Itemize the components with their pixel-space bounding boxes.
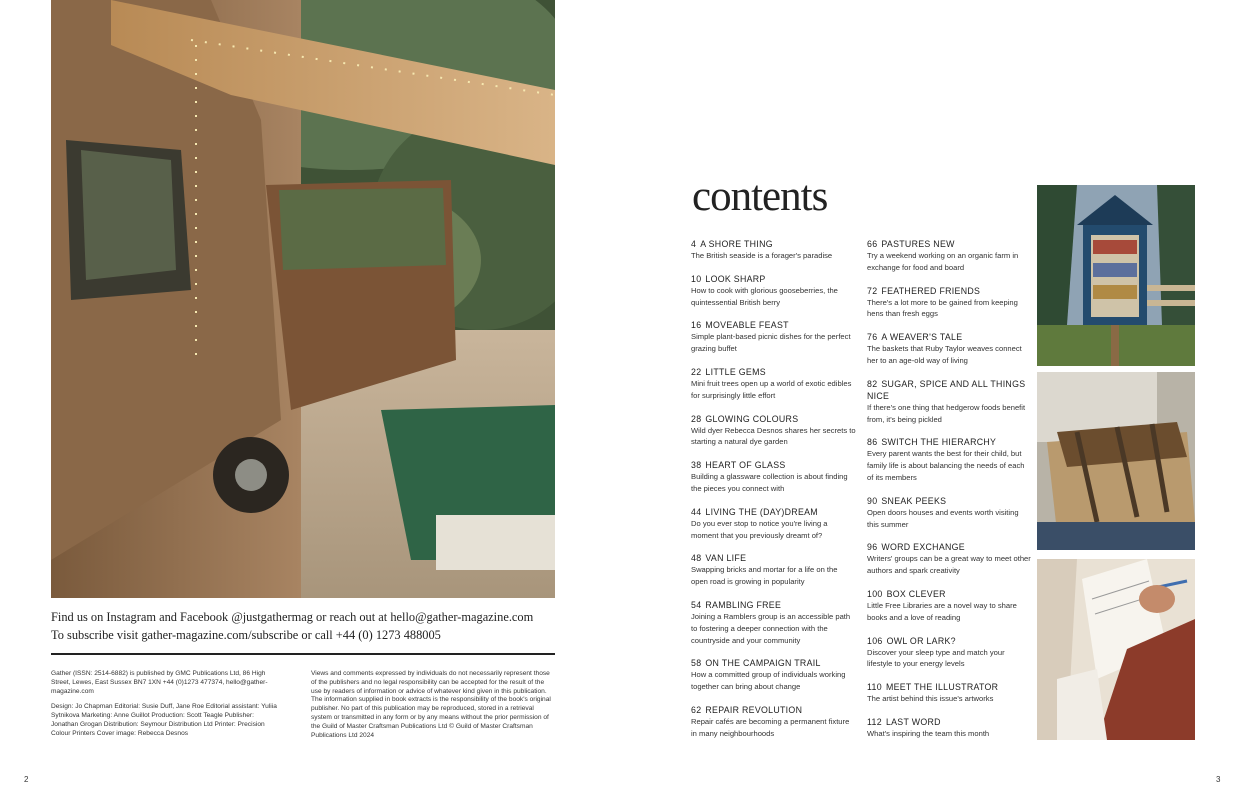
entry-title: OWL OR LARK? bbox=[886, 635, 956, 646]
entry-title: LAST WORD bbox=[885, 716, 941, 727]
entry-page-number: 48 bbox=[691, 553, 702, 564]
entry-page-number: 54 bbox=[691, 599, 702, 610]
entry-page-number: 82 bbox=[867, 378, 878, 389]
contents-entry bbox=[691, 459, 856, 495]
van-camping-photo bbox=[51, 0, 555, 598]
entry-title: REPAIR REVOLUTION bbox=[705, 704, 803, 715]
disclaimer-text: Views and comments expressed by individuals do not necessarily represent those of the publishers and no legal responsibility can be accepted for the result of the use by readers of information or advice of whatever kind given in this publication. The information supplied in book extracts is the responsibility of the book's original publisher. No part of this publication may be reproduced, stored in a retrieval system or transmitted in any form or by any means without the prior permission of the Guild of Master Craftsman Publications Ltd © Guild of Master Craftsman Publications Ltd 2024 bbox=[311, 670, 551, 739]
entry-description: How to cook with glorious gooseberries, the quintessential British berry bbox=[691, 285, 838, 307]
contents-entry bbox=[691, 599, 856, 646]
entry-title: BOX CLEVER bbox=[886, 588, 946, 599]
contents-entry bbox=[867, 716, 1032, 740]
contents-column-right bbox=[867, 238, 1032, 751]
entry-page-number: 10 bbox=[691, 273, 702, 284]
entry-title: LOOK SHARP bbox=[705, 273, 766, 284]
entry-heading bbox=[867, 588, 1032, 600]
entry-description: Do you ever stop to notice you're living a moment that you previously dreamt of? bbox=[691, 518, 828, 540]
contents-entry bbox=[691, 657, 856, 693]
staff-credits: Design: Jo Chapman Editorial: Susie Duff, Jane Roe Editorial assistant: Yuliia Sytnikova Marketing: Anne Guillot Production: Scott Teagle Publisher: Jonathan Grogan Distribution: Seymour Distribution Ltd Printer: Precision Colour Printers Cover image: Rebecca Desnos bbox=[51, 703, 277, 737]
entry-heading bbox=[691, 273, 856, 285]
contents-entry bbox=[691, 273, 856, 309]
contents-entry bbox=[867, 588, 1032, 624]
entry-description: What's inspiring the team this month bbox=[867, 728, 990, 738]
entry-title: LIVING THE (DAY)DREAM bbox=[705, 506, 818, 517]
entry-description: There's a lot more to be gained from keeping hens than fresh eggs bbox=[867, 297, 1018, 319]
entry-description: The baskets that Ruby Taylor weaves connect her to an age-old way of living bbox=[867, 344, 1022, 365]
entry-heading bbox=[691, 319, 856, 331]
entry-title: WORD EXCHANGE bbox=[881, 542, 965, 553]
contents-entry bbox=[867, 635, 1032, 671]
publisher-info: Gather (ISSN: 2514-6882) is published by GMC Publications Ltd, 86 High Street, Lewes, East Sussex BN7 1XN +44 (0)1273 477374, hello@gather-magazine.com bbox=[51, 670, 268, 695]
entry-page-number: 62 bbox=[691, 704, 702, 715]
entry-heading bbox=[691, 506, 856, 518]
entry-page-number: 90 bbox=[867, 495, 878, 506]
contents-entry bbox=[867, 495, 1032, 531]
little-free-library-photo bbox=[1037, 185, 1195, 366]
entry-description: Every parent wants the best for their child, but family life is about balancing the needs of each of its members bbox=[867, 449, 1025, 482]
contents-entry bbox=[691, 319, 856, 355]
entry-description: Joining a Ramblers group is an accessible path to fostering a deeper connection with the countryside and your community bbox=[691, 611, 851, 645]
entry-heading bbox=[867, 635, 1032, 647]
entry-page-number: 100 bbox=[867, 588, 883, 599]
entry-heading bbox=[691, 238, 856, 250]
contents-entry bbox=[867, 541, 1032, 577]
entry-title: ON THE CAMPAIGN TRAIL bbox=[705, 658, 821, 669]
entry-description: How a committed group of individuals working together can bring about change bbox=[691, 670, 846, 692]
contents-entry bbox=[691, 704, 856, 740]
contents-entry bbox=[691, 552, 856, 588]
contents-entry bbox=[867, 238, 1032, 274]
entry-title: PASTURES NEW bbox=[881, 239, 955, 249]
entry-heading bbox=[867, 716, 1032, 728]
subscribe-line: To subscribe visit gather-magazine.com/subscribe or call +44 (0) 1273 488005 bbox=[51, 628, 441, 642]
disclaimer-column bbox=[311, 670, 556, 747]
contents-entry bbox=[867, 378, 1032, 426]
entry-heading bbox=[691, 413, 856, 425]
entry-page-number: 44 bbox=[691, 506, 702, 517]
entry-page-number: 72 bbox=[867, 285, 878, 296]
entry-page-number: 106 bbox=[867, 635, 883, 646]
entry-description: Open doors houses and events worth visiting this summer bbox=[867, 507, 1019, 529]
contents-entry bbox=[691, 238, 856, 262]
entry-description: Little Free Libraries are a novel way to share books and a love of reading bbox=[867, 600, 1017, 622]
entry-title: GLOWING COLOURS bbox=[705, 413, 799, 424]
entry-description: Building a glassware collection is about finding the pieces you connect with bbox=[691, 472, 848, 493]
entry-heading bbox=[691, 552, 856, 564]
entry-title: A SHORE THING bbox=[700, 239, 773, 249]
contents-entry bbox=[691, 366, 856, 402]
entry-page-number: 110 bbox=[867, 682, 882, 693]
divider-rule bbox=[51, 653, 555, 655]
entry-page-number: 16 bbox=[691, 320, 702, 331]
page-number-left: 2 bbox=[24, 775, 29, 784]
publisher-info-column bbox=[51, 670, 281, 746]
entry-heading bbox=[691, 459, 856, 471]
entry-heading bbox=[867, 378, 1032, 402]
entry-description: The artist behind this issue's artworks bbox=[867, 694, 994, 704]
contents-entry bbox=[867, 436, 1032, 483]
entry-page-number: 76 bbox=[867, 332, 878, 343]
page-number-right: 3 bbox=[1216, 775, 1221, 784]
entry-description: Mini fruit trees open up a world of exotic edibles for surprisingly little effort bbox=[691, 378, 852, 400]
contents-heading: contents bbox=[692, 173, 828, 220]
contents-entry bbox=[691, 413, 856, 449]
writing-notebook-photo bbox=[1037, 559, 1195, 740]
entry-title: SWITCH THE HIERARCHY bbox=[881, 437, 997, 448]
entry-heading bbox=[867, 238, 1032, 250]
entry-heading bbox=[691, 704, 856, 716]
contents-entry bbox=[867, 681, 1032, 705]
entry-description: If there's one thing that hedgerow foods benefit from, it's being pickled bbox=[867, 402, 1026, 424]
entry-title: A WEAVER'S TALE bbox=[881, 332, 963, 343]
entry-description: Wild dyer Rebecca Desnos shares her secrets to starting a natural dye garden bbox=[691, 425, 856, 447]
entry-page-number: 28 bbox=[691, 413, 702, 424]
entry-description: Swapping bricks and mortar for a life on the open road is growing in popularity bbox=[691, 565, 838, 587]
contents-entry bbox=[867, 331, 1032, 367]
social-contact-line: Find us on Instagram and Facebook @justgathermag or reach out at hello@gather-magazine.com bbox=[51, 610, 534, 624]
entry-title: SNEAK PEEKS bbox=[881, 495, 947, 506]
entry-heading bbox=[867, 331, 1032, 343]
entry-title: LITTLE GEMS bbox=[705, 366, 766, 377]
entry-title: MEET THE ILLUSTRATOR bbox=[885, 682, 999, 693]
entry-heading bbox=[867, 285, 1032, 297]
woven-basket-photo bbox=[1037, 372, 1195, 550]
entry-heading bbox=[691, 657, 856, 669]
entry-title: HEART OF GLASS bbox=[705, 460, 786, 471]
entry-heading bbox=[691, 366, 856, 378]
entry-description: Writers' groups can be a great way to meet other authors and spark creativity bbox=[867, 554, 1031, 576]
entry-page-number: 58 bbox=[691, 658, 702, 669]
entry-page-number: 86 bbox=[867, 437, 878, 448]
entry-title: VAN LIFE bbox=[705, 553, 747, 564]
contents-entry bbox=[867, 285, 1032, 321]
entry-heading bbox=[867, 541, 1032, 553]
entry-title: SUGAR, SPICE AND ALL THINGS NICE bbox=[867, 378, 1026, 401]
entry-description: The British seaside is a forager's paradise bbox=[691, 251, 833, 260]
entry-heading bbox=[691, 599, 856, 611]
entry-heading bbox=[867, 681, 1032, 693]
entry-page-number: 66 bbox=[867, 239, 878, 249]
entry-description: Discover your sleep type and match your lifestyle to your energy levels bbox=[867, 647, 1005, 669]
entry-page-number: 22 bbox=[691, 366, 702, 377]
contents-column-left bbox=[691, 238, 856, 751]
entry-title: FEATHERED FRIENDS bbox=[881, 285, 981, 296]
entry-description: Try a weekend working on an organic farm in exchange for food and board bbox=[867, 251, 1019, 272]
entry-title: MOVEABLE FEAST bbox=[705, 320, 789, 331]
entry-description: Repair cafés are becoming a permanent fixture in many neighbourhoods bbox=[691, 716, 850, 738]
entry-description: Simple plant-based picnic dishes for the perfect grazing buffet bbox=[691, 332, 851, 354]
entry-title: RAMBLING FREE bbox=[705, 599, 782, 610]
contents-entry bbox=[691, 506, 856, 542]
entry-page-number: 38 bbox=[691, 460, 702, 471]
entry-heading bbox=[867, 436, 1032, 448]
entry-heading bbox=[867, 495, 1032, 507]
entry-page-number: 112 bbox=[867, 716, 882, 727]
entry-page-number: 4 bbox=[691, 239, 697, 249]
entry-page-number: 96 bbox=[867, 542, 878, 553]
